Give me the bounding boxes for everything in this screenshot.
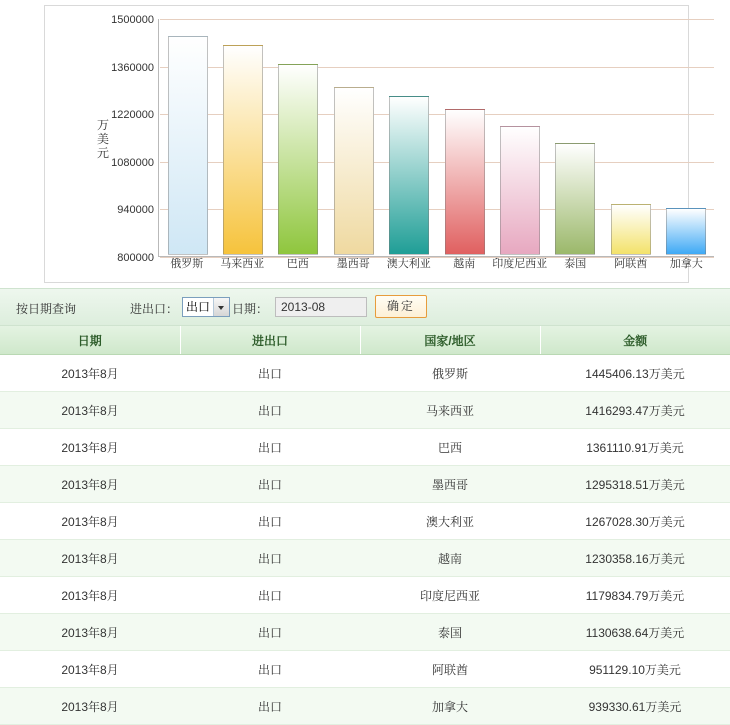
x-tick-label: 阿联酋 [614,258,648,270]
cell-import-export: 出口 [180,429,360,466]
x-tick-label: 墨西哥 [336,258,370,270]
cell-import-export: 出口 [180,503,360,540]
chart-plot [111,14,714,270]
x-axis-labels [159,258,714,271]
column-header-country[interactable]: 国家/地区 [360,326,540,355]
cell-country: 俄罗斯 [360,355,540,392]
cell-country: 泰国 [360,614,540,651]
x-tick-label: 俄罗斯 [170,258,204,270]
submit-button[interactable]: 确定 [375,295,427,318]
bar[interactable] [389,96,429,255]
x-tick-label: 印度尼西亚 [492,258,548,270]
cell-amount: 939330.61万美元 [540,688,730,725]
y-tick-label: 1220000 [111,109,154,122]
bar[interactable] [500,126,540,255]
cell-country: 加拿大 [360,688,540,725]
y-tick-label: 1500000 [111,14,154,26]
cell-date: 2013年8月 [0,466,180,503]
import-export-selected-value: 出口 [186,300,211,314]
bar[interactable] [555,143,595,255]
bar-slot [548,19,603,255]
bar-slot [437,19,492,255]
table-row [0,540,730,577]
x-tick-label: 越南 [453,258,476,270]
table-row [0,651,730,688]
import-export-select[interactable] [182,297,230,317]
cell-date: 2013年8月 [0,614,180,651]
chart-panel [0,0,730,288]
chart-frame [44,5,703,283]
query-bar [0,288,730,326]
cell-date: 2013年8月 [0,355,180,392]
bar-slot [659,19,714,255]
bar[interactable] [334,87,374,255]
cell-import-export: 出口 [180,392,360,429]
bar[interactable] [666,208,706,255]
cell-date: 2013年8月 [0,429,180,466]
x-tick-label: 加拿大 [669,258,703,270]
bar-slot [603,19,658,255]
cell-import-export: 出口 [180,614,360,651]
cell-date: 2013年8月 [0,651,180,688]
bar[interactable] [168,36,208,255]
cell-import-export: 出口 [180,688,360,725]
table-row [0,577,730,614]
cell-date: 2013年8月 [0,392,180,429]
column-header-date[interactable]: 日期 [0,326,180,355]
bar[interactable] [611,204,651,255]
column-header-amount[interactable]: 金额 [540,326,730,355]
cell-import-export: 出口 [180,577,360,614]
date-input[interactable] [275,297,367,317]
y-tick-label: 1360000 [111,61,154,74]
table-row [0,429,730,466]
x-tick-label: 泰国 [564,258,587,270]
bar[interactable] [445,109,485,255]
query-title: 按日期查询 [16,302,77,316]
bar-slot [326,19,381,255]
date-label: 日期： [232,302,269,316]
table-row [0,503,730,540]
bar-series [160,19,714,255]
cell-date: 2013年8月 [0,540,180,577]
results-table [0,326,730,725]
table-row [0,392,730,429]
x-tick-label: 巴西 [286,258,309,270]
bar-slot [271,19,326,255]
cell-import-export: 出口 [180,355,360,392]
cell-amount: 1295318.51万美元 [540,466,730,503]
import-export-label: 进出口： [130,302,179,316]
table-header-row [0,326,730,355]
cell-import-export: 出口 [180,651,360,688]
cell-amount: 951129.10万美元 [540,651,730,688]
cell-country: 澳大利亚 [360,503,540,540]
bar-slot [493,19,548,255]
bar[interactable] [223,45,263,255]
cell-date: 2013年8月 [0,503,180,540]
cell-country: 印度尼西亚 [360,577,540,614]
cell-country: 墨西哥 [360,466,540,503]
chevron-down-icon[interactable] [213,298,229,316]
bar[interactable] [278,64,318,255]
table-row [0,466,730,503]
cell-amount: 1361110.91万美元 [540,429,730,466]
cell-amount: 1445406.13万美元 [540,355,730,392]
cell-amount: 1179834.79万美元 [540,577,730,614]
bar-slot [216,19,271,255]
cell-country: 巴西 [360,429,540,466]
y-axis-title: 万美元 [96,118,109,160]
y-tick-label: 1080000 [111,156,154,169]
column-header-import-export[interactable]: 进出口 [180,326,360,355]
cell-import-export: 出口 [180,540,360,577]
y-tick-label: 940000 [117,204,154,217]
cell-date: 2013年8月 [0,688,180,725]
x-tick-label: 马来西亚 [220,258,265,270]
cell-country: 马来西亚 [360,392,540,429]
cell-date: 2013年8月 [0,577,180,614]
y-tick-label: 800000 [117,252,154,264]
bar-slot [382,19,437,255]
x-tick-label: 澳大利亚 [386,258,431,270]
bar-slot [160,19,215,255]
cell-country: 阿联酋 [360,651,540,688]
cell-import-export: 出口 [180,466,360,503]
cell-amount: 1130638.64万美元 [540,614,730,651]
cell-amount: 1267028.30万美元 [540,503,730,540]
cell-amount: 1416293.47万美元 [540,392,730,429]
table-row [0,355,730,392]
table-row [0,614,730,651]
cell-country: 越南 [360,540,540,577]
cell-amount: 1230358.16万美元 [540,540,730,577]
